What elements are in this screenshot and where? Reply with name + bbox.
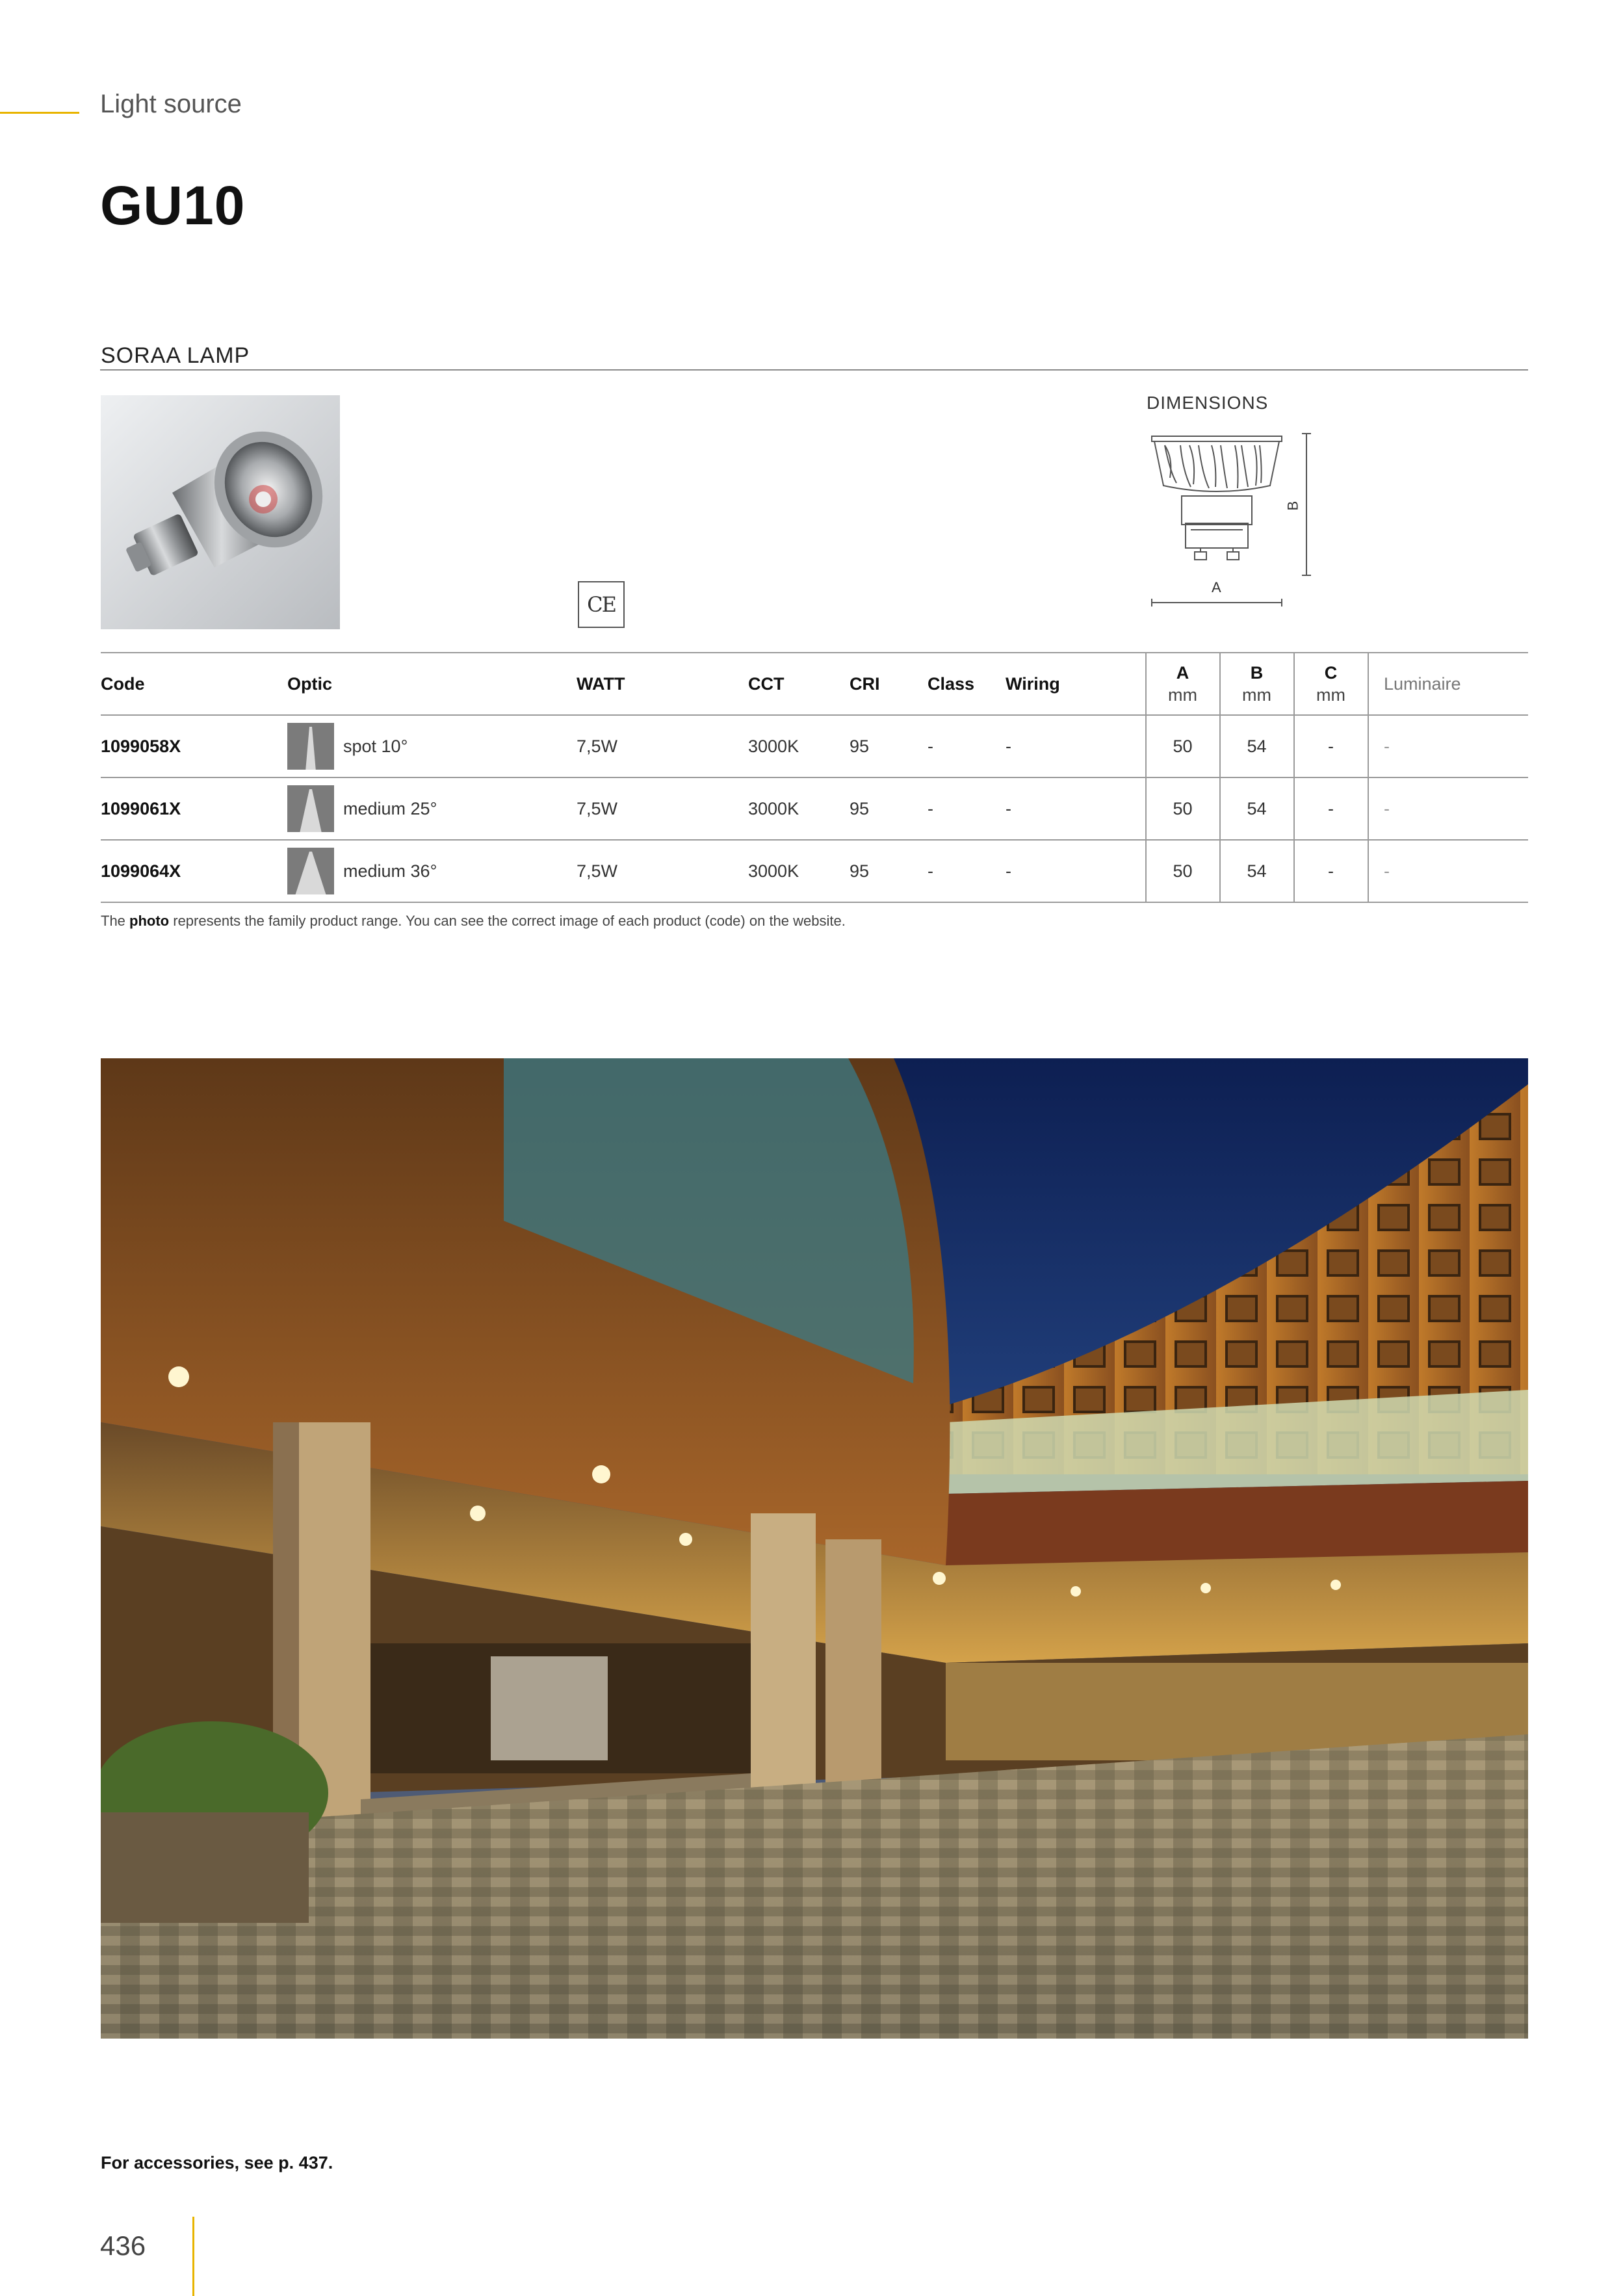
header-luminaire: Luminaire: [1384, 673, 1461, 694]
dim-a-value: 50: [1173, 798, 1193, 818]
header-class: Class: [928, 673, 975, 694]
product-divider: [100, 369, 1528, 371]
optic-cell: medium 25°: [287, 778, 437, 839]
footer-accent-line: [192, 2217, 194, 2296]
header-code: Code: [101, 673, 145, 694]
wiring-value: -: [1006, 798, 1011, 818]
class-value: -: [928, 736, 933, 756]
dimensions-label: DIMENSIONS: [1147, 393, 1269, 413]
cct-value: 3000K: [748, 798, 799, 818]
section-accent-line: [0, 112, 79, 114]
product-name: SORAA LAMP: [101, 343, 250, 368]
header-cri: CRI: [850, 673, 880, 694]
luminaire-value: -: [1384, 861, 1390, 881]
hero-photo: [101, 1058, 1528, 2039]
dim-c-value: -: [1328, 736, 1334, 756]
dim-b-value: 54: [1247, 798, 1267, 818]
wiring-value: -: [1006, 861, 1011, 881]
header-cct: CCT: [748, 673, 785, 694]
footnote: The photo represents the family product range. You can see the correct image of each product (code) on the website.: [101, 913, 846, 929]
page-title: GU10: [100, 175, 246, 236]
cct-value: 3000K: [748, 861, 799, 881]
header-optic: Optic: [287, 673, 333, 694]
dimension-b-label: B: [1284, 501, 1301, 511]
luminaire-value: -: [1384, 798, 1390, 818]
table-header-row: [101, 652, 1528, 716]
beam-medium-icon: [287, 785, 334, 832]
dimensions-drawing: [1144, 426, 1319, 614]
header-dim-a: A mm: [1168, 663, 1197, 705]
ce-mark: CE: [578, 581, 625, 628]
product-photo: [101, 395, 340, 629]
dim-c-value: -: [1328, 798, 1334, 818]
dim-b-value: 54: [1247, 736, 1267, 756]
accessories-note: For accessories, see p. 437.: [101, 2153, 333, 2172]
class-value: -: [928, 861, 933, 881]
table-row: [101, 841, 1528, 903]
luminaire-value: -: [1384, 736, 1390, 756]
table-row: [101, 778, 1528, 841]
cri-value: 95: [850, 798, 870, 818]
dim-c-value: -: [1328, 861, 1334, 881]
building-photo: [101, 1058, 1528, 2039]
cri-value: 95: [850, 861, 870, 881]
dim-a-value: 50: [1173, 861, 1193, 881]
optic-cell: medium 36°: [287, 841, 437, 902]
dim-a-value: 50: [1173, 736, 1193, 756]
beam-spot-icon: [287, 723, 334, 770]
watt-value: 7,5W: [577, 861, 618, 881]
spec-table: [101, 652, 1528, 903]
header-dim-c: C mm: [1316, 663, 1345, 705]
table-row: [101, 716, 1528, 778]
class-value: -: [928, 798, 933, 818]
header-watt: WATT: [577, 673, 625, 694]
optic-cell: spot 10°: [287, 716, 408, 777]
product-code: 1099064X: [101, 861, 181, 881]
dimension-a-label: A: [1212, 579, 1221, 595]
lamp-image: [101, 395, 340, 629]
beam-wide-icon: [287, 848, 334, 894]
cct-value: 3000K: [748, 736, 799, 756]
page-number: 436: [100, 2230, 146, 2261]
watt-value: 7,5W: [577, 736, 618, 756]
watt-value: 7,5W: [577, 798, 618, 818]
wiring-value: -: [1006, 736, 1011, 756]
dim-b-value: 54: [1247, 861, 1267, 881]
header-dim-b: B mm: [1242, 663, 1271, 705]
cri-value: 95: [850, 736, 870, 756]
product-code: 1099061X: [101, 798, 181, 818]
header-wiring: Wiring: [1006, 673, 1060, 694]
section-label: Light source: [100, 90, 242, 118]
product-code: 1099058X: [101, 736, 181, 756]
